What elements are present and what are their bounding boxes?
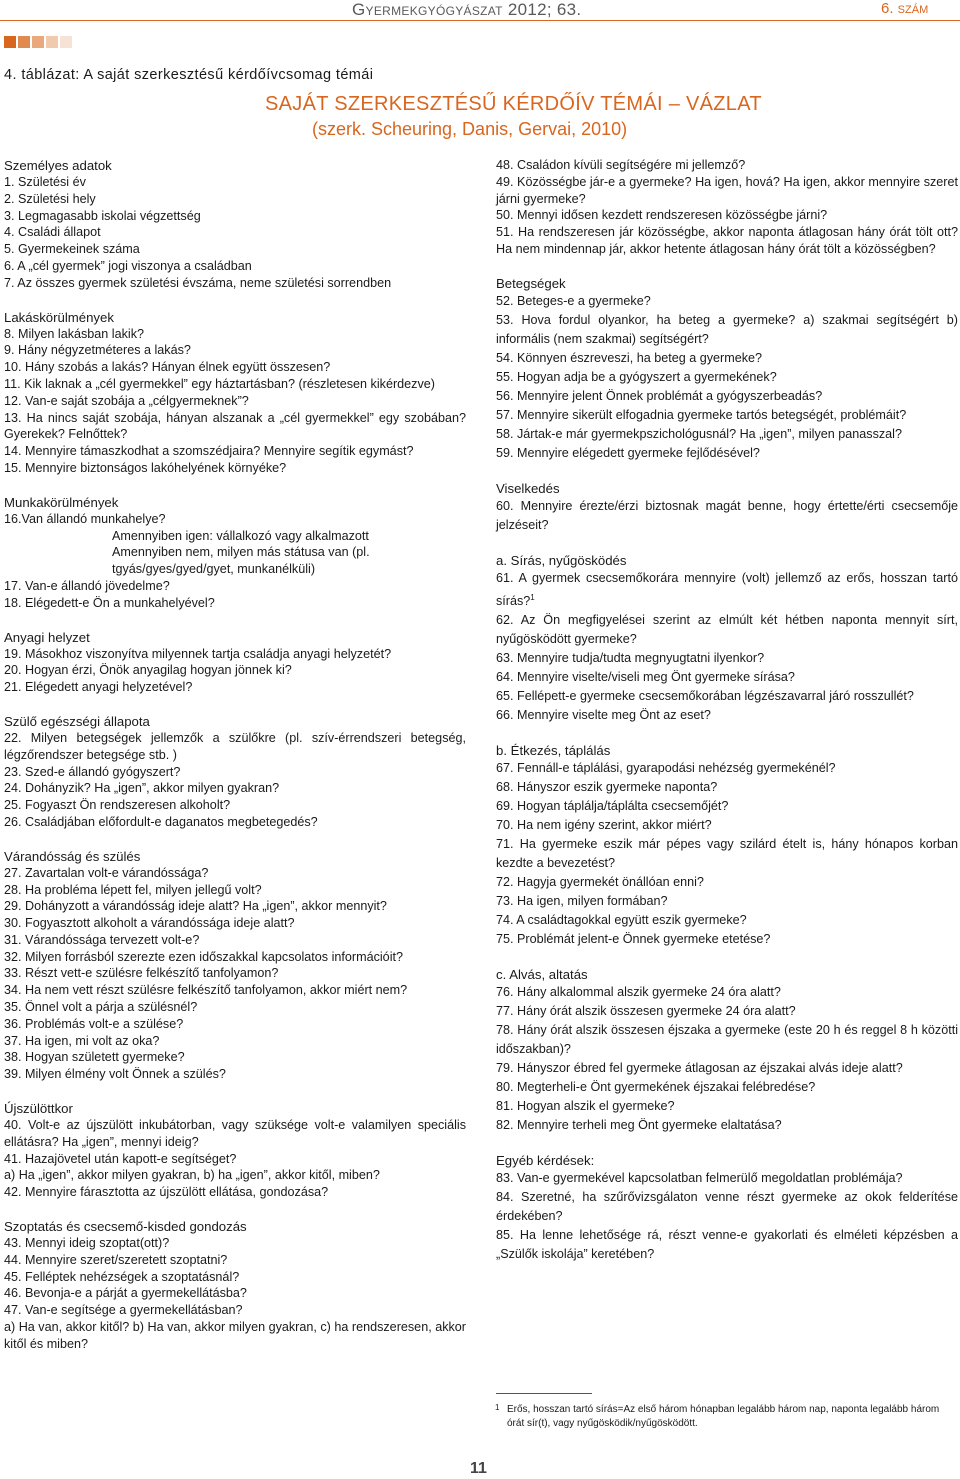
question: 4. Családi állapot [4, 225, 101, 240]
question: 40. Volt-e az újszülött inkubátorban, vagy szüksége volt-e valamilyen speciális ellátásra? Ha „igen”, mennyi ideig? [4, 1118, 466, 1149]
section-personal [4, 157, 466, 292]
section-feeding [496, 742, 958, 949]
section-title: Szoptatás és csecsemő-kisded gondozás [4, 1219, 247, 1235]
section-sleep [496, 966, 958, 1135]
section-pregnancy [4, 848, 466, 1083]
question: 12. Van-e saját szobája a „célgyermeknek”? [4, 393, 249, 408]
decorative-squares [4, 36, 72, 48]
section-other [496, 1152, 958, 1264]
question: 53. Hova fordul olyankor, ha beteg a gyermeke? a) szakmai segítségért b) informális (nem szakmai) segítségért? [496, 312, 958, 346]
section-title: Várandósság és szülés [4, 848, 141, 864]
question: 30. Fogyasztott alkoholt a várandóssága ideje alatt? [4, 916, 295, 931]
question: 19. Másokhoz viszonyítva milyennek tartja családja anyagi helyzetét? [4, 646, 392, 661]
question-text: 61. A gyermek csecsemőkorára mennyire (volt) jellemző az erős, hosszan tartó sírás? [496, 570, 958, 608]
question: 78. Hány órát alszik összesen éjszaka a gyermeke (este 20 h és reggel 8 h közötti időszakban)? [496, 1022, 958, 1056]
question: 35. Önnel volt a párja a szülésnél? [4, 1000, 198, 1015]
question: 43. Mennyi ideig szoptat(ott)? [4, 1236, 170, 1251]
section-title: Újszülöttkor [4, 1101, 73, 1117]
question: 9. Hány négyzetméteres a lakás? [4, 343, 191, 358]
question: 39. Milyen élmény volt Önnek a szülés? [4, 1067, 226, 1082]
section-title: Betegségek [496, 275, 566, 291]
question: 45. Felléptek nehézségek a szoptatásnál? [4, 1269, 240, 1284]
question: 85. Ha lenne lehetősége rá, részt venne-e gyakorlati és elméleti képzésben a „Szülők iskolája” keretében? [496, 1227, 958, 1261]
journal-title: Gyermekgyógyászat 2012; 63. [352, 0, 582, 19]
question-option: Amennyiben igen: vállalkozó vagy alkalmazott [112, 528, 369, 543]
section-title: Szülő egészségi állapota [4, 713, 150, 729]
header-rule [0, 20, 960, 21]
question: 50. Mennyi idősen kezdett rendszeresen közösségbe járni? [496, 208, 828, 223]
question: 42. Mennyire fárasztotta az újszülött ellátása, gondozása? [4, 1185, 329, 1200]
question: 62. Az Ön megfigyelései szerint az elmúlt két hétben naponta mennyit sírt, nyűgösködött gyermeke? [496, 612, 958, 646]
question: 51. Ha rendszeresen jár közösségbe, akkor naponta átlagosan hány órát tölt ott? Ha nem mindennap jár, akkor hetente átlagosan hány órát tölt a közösségben? [496, 225, 958, 256]
question: 13. Ha nincs saját szobája, hányan alszanak a „cél gyermekkel” egy szobában? Gyerekek? Felnőttek? [4, 410, 466, 442]
question: 58. Jártak-e már gyermekpszichológusnál? Ha „igen”, milyen panasszal? [496, 426, 902, 441]
footnote-mark: 1 [495, 1403, 500, 1412]
running-header [0, 0, 960, 24]
footnote-ref: 1 [530, 592, 535, 602]
question: 71. Ha gyermeke eszik már pépes vagy szilárd ételt is, hány hónapos korban kezdte a bevezetést? [496, 836, 958, 870]
question: 31. Várandóssága tervezett volt-e? [4, 932, 200, 947]
questionnaire-subtitle: (szerk. Scheuring, Danis, Gervai, 2010) [312, 119, 628, 139]
question: 41. Hazajövetel után kapott-e segítséget? [4, 1151, 237, 1166]
question: 48. Családon kívüli segítségére mi jellemző? [496, 158, 746, 172]
section-crying [496, 552, 958, 725]
question: 54. Könnyen észreveszi, ha beteg a gyermeke? [496, 350, 763, 365]
section-parent-health [4, 713, 466, 831]
question: 26. Családjában előfordult-e daganatos megbetegedés? [4, 814, 318, 829]
left-column [4, 157, 466, 1353]
question: 3. Legmagasabb iskolai végzettség [4, 208, 201, 223]
question: 33. Részt vett-e szülésre felkészítő tanfolyamon? [4, 966, 279, 981]
section-title: Munkakörülmények [4, 494, 119, 510]
question: 38. Hogyan született gyermeke? [4, 1050, 185, 1065]
question: 80. Megterheli-e Önt gyermekének éjszakai felébredése? [496, 1079, 816, 1094]
question: 11. Kik laknak a „cél gyermekkel” egy háztartásban? (részletesen kikérdezve) [4, 376, 435, 391]
question: 2. Születési hely [4, 191, 96, 206]
question: 72. Hagyja gyermekét önállóan enni? [496, 874, 704, 889]
question: 17. Van-e állandó jövedelme? [4, 578, 170, 593]
question: 16.Van állandó munkahelye? [4, 511, 166, 526]
question: 70. Ha nem igény szerint, akkor miért? [496, 817, 712, 832]
question: 18. Elégedett-e Ön a munkahelyével? [4, 595, 215, 610]
page-number: 11 [470, 1460, 487, 1477]
section-breastfeeding [4, 1218, 466, 1353]
question: 66. Mennyire viselte meg Önt az eset? [496, 707, 711, 722]
section-finances [4, 629, 466, 696]
right-column [496, 157, 958, 1264]
section-illness [496, 275, 958, 463]
question: 76. Hány alkalommal alszik gyermeke 24 óra alatt? [496, 984, 781, 999]
question: 52. Beteges-e a gyermeke? [496, 293, 651, 308]
square-5 [60, 36, 72, 48]
question: 63. Mennyire tudja/tudta megnyugtatni ilyenkor? [496, 650, 765, 665]
question: a) Ha „igen”, akkor milyen gyakran, b) ha „igen”, akkor kitől, miben? [4, 1168, 380, 1183]
question: 82. Mennyire terheli meg Önt gyermeke elaltatása? [496, 1117, 782, 1132]
question: 68. Hányszor eszik gyermeke naponta? [496, 779, 718, 794]
question: 36. Problémás volt-e a szülése? [4, 1016, 184, 1031]
question: 21. Elégedett anyagi helyzetével? [4, 680, 193, 695]
question: 81. Hogyan alszik el gyermeke? [496, 1098, 675, 1113]
section-title: c. Alvás, altatás [496, 966, 588, 982]
question: 1. Születési év [4, 175, 86, 189]
section-title: a. Sírás, nyűgösködés [496, 552, 627, 568]
question: 20. Hogyan érzi, Önök anyagilag hogyan jönnek ki? [4, 663, 292, 678]
section-title: Lakáskörülmények [4, 309, 114, 325]
section-behaviour [496, 480, 958, 535]
question: 24. Dohányzik? Ha „igen”, akkor milyen gyakran? [4, 781, 280, 796]
square-3 [32, 36, 44, 48]
question: 65. Fellépett-e gyermeke csecsemőkorában légzészavarral járó rosszullét? [496, 688, 914, 703]
issue-label: 6. szám [881, 0, 929, 17]
question: a) Ha van, akkor kitől? b) Ha van, akkor milyen gyakran, c) ha rendszeresen, akkor kitől és miben? [4, 1320, 466, 1351]
question: 32. Milyen forrásból szerezte ezen időszakkal kapcsolatos információit? [4, 949, 403, 964]
question: 73. Ha igen, milyen formában? [496, 893, 668, 908]
question: 69. Hogyan táplálja/táplálta csecsemőjét? [496, 798, 729, 813]
square-2 [18, 36, 30, 48]
section-title: Viselkedés [496, 480, 560, 496]
question: 83. Van-e gyermekével kapcsolatban felmerülő megoldatlan problémája? [496, 1170, 903, 1185]
section-community [496, 157, 958, 258]
question: 79. Hányszor ébred fel gyermeke átlagosan az éjszakai alvás ideje alatt? [496, 1060, 903, 1075]
question: 8. Milyen lakásban lakik? [4, 326, 145, 341]
footnote [496, 1403, 958, 1431]
question: 67. Fennáll-e táplálási, gyarapodási nehézség gyermekénél? [496, 760, 836, 775]
question: 44. Mennyire szeret/szeretett szoptatni? [4, 1252, 228, 1267]
question: 23. Szed-e állandó gyógyszert? [4, 764, 181, 779]
question: 25. Fogyaszt Ön rendszeresen alkoholt? [4, 798, 231, 813]
question: 84. Szeretné, ha szűrővizsgálaton venne részt gyermeke az okok felderítése érdekében? [496, 1189, 958, 1223]
question: 14. Mennyire támaszkodhat a szomszédjaira? Mennyire segítik egymást? [4, 444, 414, 459]
section-title: Személyes adatok [4, 158, 112, 173]
question: 6. A „cél gyermek” jogi viszonya a családban [4, 258, 252, 273]
question: 74. A családtagokkal együtt eszik gyermeke? [496, 912, 747, 927]
question: 46. Bevonja-e a párját a gyermekellátásba? [4, 1286, 247, 1301]
square-4 [46, 36, 58, 48]
question: 47. Van-e segítsége a gyermekellátásban? [4, 1303, 243, 1318]
question: 37. Ha igen, mi volt az oka? [4, 1033, 160, 1048]
section-work [4, 494, 466, 612]
question: 77. Hány órát alszik összesen gyermeke 24 óra alatt? [496, 1003, 796, 1018]
question: 59. Mennyire elégedett gyermeke fejlődésével? [496, 445, 760, 460]
question: 64. Mennyire viselte/viseli meg Önt gyermeke sírása? [496, 669, 795, 684]
question: 29. Dohányzott a várandósság ideje alatt? Ha „igen”, akkor mennyit? [4, 899, 387, 914]
footnote-rule [496, 1393, 592, 1394]
square-1 [4, 36, 16, 48]
table-caption: 4. táblázat: A saját szerkesztésű kérdőívcsomag témái [4, 67, 374, 83]
question: 7. Az összes gyermek születési évszáma, neme születési sorrendben [4, 275, 392, 290]
question: 15. Mennyire biztonságos lakóhelyének környéke? [4, 460, 287, 475]
question-option: Amennyiben nem, milyen más státusa van (pl. tgyás/gyes/gyed/gyet, munkanélküli) [112, 545, 370, 577]
section-title: Egyéb kérdések: [496, 1152, 595, 1168]
question: 5. Gyermekeinek száma [4, 242, 140, 257]
question: 22. Milyen betegségek jellemzők a szülőkre (pl. szív-érrendszeri betegség, légzőrendszer betegsége stb. ) [4, 730, 466, 762]
question: 57. Mennyire sikerült elfogadnia gyermeke tartós betegségét, problémáit? [496, 407, 907, 422]
section-title: Anyagi helyzet [4, 629, 90, 645]
question [496, 569, 958, 611]
question: 28. Ha probléma lépett fel, milyen jellegű volt? [4, 882, 262, 897]
question: 75. Problémát jelent-e Önnek gyermeke etetése? [496, 931, 771, 946]
question: 55. Hogyan adja be a gyógyszert a gyermekének? [496, 369, 777, 384]
question: 56. Mennyire jelent Önnek problémát a gyógyszerbeadás? [496, 388, 823, 403]
question: 10. Hány szobás a lakás? Hányan élnek együtt összesen? [4, 360, 331, 375]
section-housing [4, 309, 466, 477]
questionnaire-title: SAJÁT SZERKESZTÉSŰ KÉRDŐÍV TÉMÁI – VÁZLAT [265, 93, 762, 115]
section-newborn [4, 1100, 466, 1201]
question: 49. Közösségbe jár-e a gyermeke? Ha igen, hová? Ha igen, akkor mennyire szeret járni gyermeke? [496, 174, 958, 206]
footnote-text: Erős, hosszan tartó sírás=Az első három hónapban legalább három nap, naponta legalább három órát sír(t), vagy nyűgösködik/nyűgösködött. [507, 1404, 940, 1429]
question: 34. Ha nem vett részt szülésre felkészítő tanfolyamon, akkor miért nem? [4, 983, 408, 998]
question: 60. Mennyire érezte/érzi biztosnak magát benne, hogy értette/érti csecsemője jelzéseit? [496, 498, 958, 532]
section-title: b. Étkezés, táplálás [496, 742, 611, 758]
question: 27. Zavartalan volt-e várandóssága? [4, 865, 209, 880]
